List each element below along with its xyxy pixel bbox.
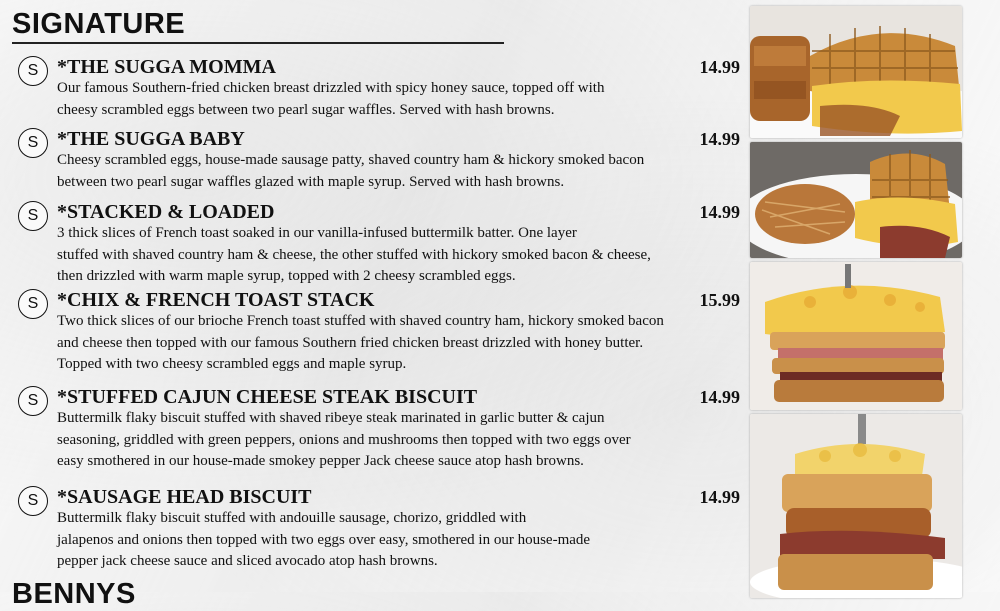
description-line: stuffed with shaved country ham & cheese, the other stuffed with hickory smoked bacon & cheese, <box>57 246 651 263</box>
item-description <box>57 508 727 573</box>
item-description <box>57 223 727 288</box>
item-price: 14.99 <box>699 487 740 507</box>
description-line: Topped with two cheesy scrambled eggs and maple syrup. <box>57 356 407 372</box>
item-name: *STUFFED CAJUN CHEESE STEAK BISCUIT <box>57 386 478 408</box>
description-line: Cheesy scrambled eggs, house-made sausage patty, shaved country ham & hickory smoked bacon <box>57 152 645 168</box>
item-name: *STACKED & LOADED <box>57 201 275 223</box>
sugga-baby-photo <box>750 142 962 258</box>
sugga-momma-photo <box>750 6 962 138</box>
description-line: Buttermilk flaky biscuit stuffed with shaved ribeye steak marinated in garlic butter & cajun <box>57 410 605 426</box>
signature-badge-icon: S <box>18 56 48 86</box>
menu-item-cajun-cheese-steak <box>18 386 740 478</box>
signature-badge-icon: S <box>18 128 48 158</box>
menu-item-stacked-loaded <box>18 201 740 289</box>
title-underline <box>12 42 504 44</box>
next-section-heading: BENNYS <box>12 578 136 610</box>
description-line: Buttermilk flaky biscuit stuffed with andouille sausage, chorizo, griddled with <box>57 510 527 526</box>
item-price: 14.99 <box>699 129 740 149</box>
item-price: 14.99 <box>699 387 740 407</box>
item-description <box>57 150 727 193</box>
description-line: and cheese then topped with our famous Southern fried chicken breast drizzled with honey butter. <box>57 334 644 351</box>
description-line: Our famous Southern-fried chicken breast drizzled with spicy honey sauce, topped off with <box>57 80 605 96</box>
signature-badge-icon: S <box>18 201 48 231</box>
section-title: SIGNATURE <box>12 8 186 40</box>
description-line: then drizzled with warm maple syrup, topped with 2 cheesy scrambled eggs. <box>57 268 516 284</box>
signature-badge-icon: S <box>18 486 48 516</box>
stacked-loaded-photo <box>750 262 962 410</box>
item-description <box>57 408 727 473</box>
signature-badge-icon: S <box>18 386 48 416</box>
description-line: pepper jack cheese sauce and sliced avocado atop hash browns. <box>57 553 438 569</box>
description-line: Two thick slices of our brioche French toast stuffed with shaved country ham, hickory smoked bacon <box>57 313 664 329</box>
description-line: seasoning, griddled with green peppers, onions and mushrooms then topped with two eggs over <box>57 431 631 448</box>
item-description <box>57 78 727 121</box>
menu-item-chix-french-toast <box>18 289 740 381</box>
item-description <box>57 311 727 376</box>
description-line: between two pearl sugar waffles glazed with maple syrup. Served with hash browns. <box>57 173 565 190</box>
description-line: jalapenos and onions then topped with two eggs over easy, smothered in our house-made <box>57 531 591 548</box>
item-name: *THE SUGGA BABY <box>57 128 245 150</box>
item-name: *THE SUGGA MOMMA <box>57 56 276 78</box>
signature-badge-icon: S <box>18 289 48 319</box>
item-name: *SAUSAGE HEAD BISCUIT <box>57 486 312 508</box>
item-price: 14.99 <box>699 57 740 77</box>
chix-french-toast-photo <box>750 414 962 598</box>
menu-item-sugga-momma <box>18 56 740 122</box>
item-price: 14.99 <box>699 202 740 222</box>
menu-item-sausage-head-biscuit <box>18 486 740 578</box>
item-name: *CHIX & FRENCH TOAST STACK <box>57 289 375 311</box>
description-line: cheesy scrambled eggs between two pearl sugar waffles. Served with hash browns. <box>57 101 555 118</box>
item-price: 15.99 <box>699 290 740 310</box>
menu-item-sugga-baby <box>18 128 740 194</box>
description-line: 3 thick slices of French toast soaked in our vanilla-infused buttermilk batter. One layer <box>57 225 577 241</box>
description-line: easy smothered in our house-made smokey pepper Jack cheese sauce atop hash browns. <box>57 453 584 469</box>
